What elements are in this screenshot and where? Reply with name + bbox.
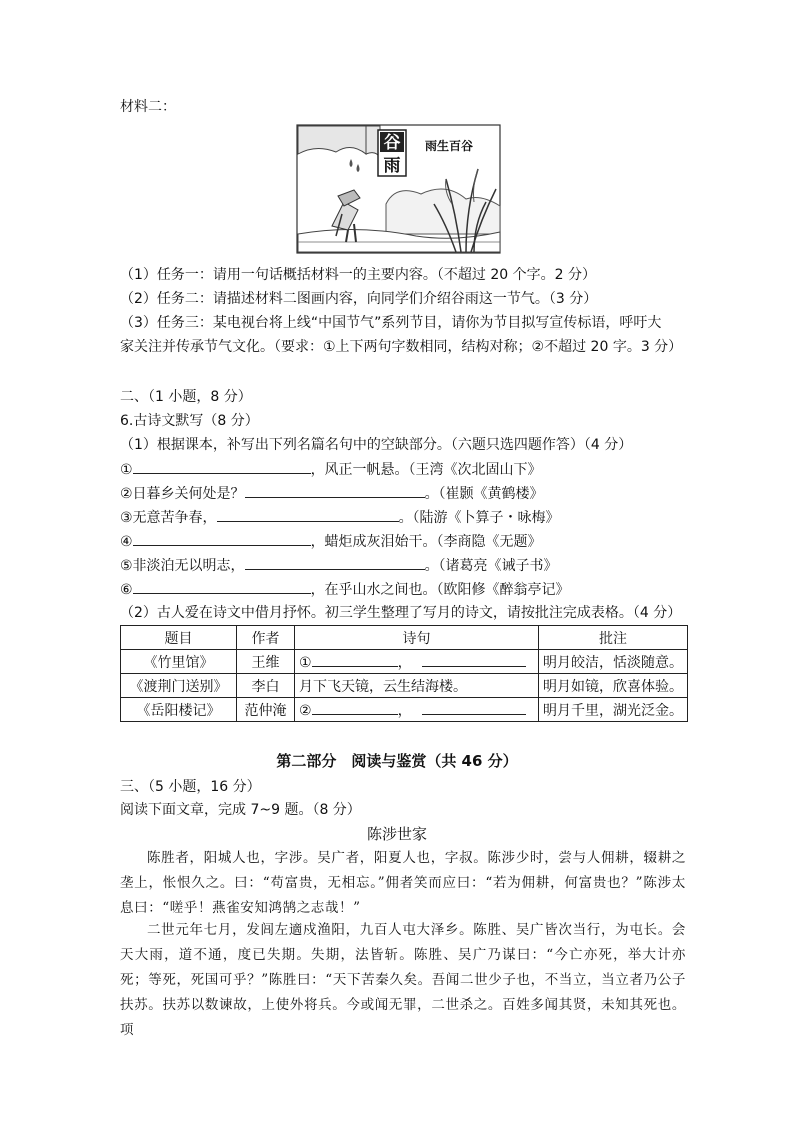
fill-item-3 [120, 506, 560, 529]
cell-note: 明月千里，湖光泛金。 [539, 698, 688, 722]
cell-author: 范仲淹 [236, 698, 294, 722]
task-3-line-1: （3）任务三：某电视台将上线“中国节气”系列节目，请你为节目拟写宣传标语，呼吁大 [120, 315, 662, 331]
illustration-vertical-char-2: 雨 [383, 156, 401, 176]
fill-item-3-blank[interactable] [217, 506, 399, 522]
fill-item-6 [120, 578, 570, 601]
illustration-vertical-char-1: 谷 [383, 133, 401, 153]
moon-poem-table [120, 625, 688, 722]
q6-1-instruction: （1）根据课本，补写出下列名篇名句中的空缺部分。（六题只选四题作答）（4 分） [120, 437, 633, 453]
section2-title: 第二部分 阅读与鉴赏（共 46 分） [276, 752, 518, 770]
table-row [121, 650, 688, 674]
fill-item-6-blank[interactable] [133, 578, 311, 594]
fill-item-3-after: 。（陆游《卜算子・咏梅》 [398, 510, 560, 526]
cell-note: 明月如镜，欣喜体验。 [539, 674, 688, 698]
article-paragraph-2: 二世元年七月，发闾左適戍渔阳，九百人屯大泽乡。陈胜、吴广皆次当行，为屯长。会天大雨，道不通，度已失期。失期，法皆斩。陈胜、吴广乃谋曰：“今亡亦死，举大计亦死；等死，死国可乎？”陈胜曰：“天下苦秦久矣。吾闻二世少子也，不当立，当立者乃公子扶苏。扶苏以数谏故，上使外将兵。今或闻无罪，二世杀之。百姓多闻其贤，未知其死也。项 [120, 922, 686, 1038]
material2-label: 材料二： [120, 99, 176, 115]
illustration-drawing [296, 124, 501, 254]
verse-blank-2[interactable] [422, 699, 526, 715]
article-paragraph-1: 陈胜者，阳城人也，字涉。吴广者，阳夏人也，字叔。陈涉少时，尝与人佣耕，辍耕之垄上，怅恨久之。曰：“苟富贵，无相忘。”佣者笑而应曰：“若为佣耕，何富贵也？”陈涉太息曰：“嗟乎！燕雀安知鸿鹄之志哉！” [120, 850, 686, 916]
table-row [121, 674, 688, 698]
verse-blank-1[interactable] [312, 699, 398, 715]
verse-prefix: ① [299, 655, 312, 671]
cell-author: 李白 [236, 674, 294, 698]
cell-note: 明月皎洁，恬淡随意。 [539, 650, 688, 674]
illustration-caption: 雨生百谷 [424, 139, 474, 153]
verse-mid: ， [397, 655, 412, 671]
header-author: 作者 [236, 626, 294, 650]
task-2: （2）任务二：请描述材料二图画内容，向同学们介绍谷雨这一节气。（3 分） [120, 291, 598, 307]
fill-item-4-prefix: ④ [120, 534, 133, 550]
task-1: （1）任务一：请用一句话概括材料一的主要内容。（不超过 20 个字。2 分） [120, 267, 596, 283]
fill-item-4-after: ，蜡炬成灰泪始干。（李商隐《无题》 [310, 534, 542, 550]
cell-title: 《渡荆门送别》 [121, 674, 237, 698]
fill-item-5-blank[interactable] [245, 554, 425, 570]
header-note: 批注 [539, 626, 688, 650]
fill-item-4 [120, 530, 542, 553]
table-header-row [121, 626, 688, 650]
fill-item-5-after: 。（诸葛亮《诫子书》 [424, 558, 558, 574]
reading-instruction: 阅读下面文章，完成 7~9 题。（8 分） [120, 802, 361, 818]
fill-item-1-prefix: ① [120, 462, 133, 478]
fill-item-2-prefix: ②日暮乡关何处是？ [120, 486, 245, 502]
fill-item-5-prefix: ⑤非淡泊无以明志， [120, 558, 245, 574]
cell-verse: 月下飞天镜，云生结海楼。 [295, 674, 539, 698]
fill-item-1-blank[interactable] [133, 458, 311, 474]
verse-blank-1[interactable] [312, 651, 398, 667]
task-3-line-2: 家关注并传承节气文化。（要求：①上下两句字数相同，结构对称；②不超过 20 字。3 分） [120, 339, 683, 355]
article-title: 陈涉世家 [366, 825, 427, 843]
fill-item-4-blank[interactable] [133, 530, 311, 546]
q6-2-instruction: （2）古人爱在诗文中借月抒怀。初三学生整理了写月的诗文，请按批注完成表格。（4 分） [120, 605, 682, 621]
fill-item-5 [120, 554, 558, 577]
cell-verse [295, 698, 539, 722]
verse-mid: ， [397, 703, 412, 719]
verse-blank-2[interactable] [422, 651, 526, 667]
cell-verse [295, 650, 539, 674]
guyu-illustration [296, 124, 501, 254]
verse-prefix: ② [299, 703, 312, 719]
table-row [121, 698, 688, 722]
cell-author: 王维 [236, 650, 294, 674]
fill-item-1 [120, 458, 542, 481]
q6-title: 6.古诗文默写（8 分） [120, 413, 259, 429]
fill-item-1-after: ，风正一帆悬。（王湾《次北固山下》 [310, 462, 542, 478]
cell-title: 《岳阳楼记》 [121, 698, 237, 722]
fill-item-2-after: 。（崔颢《黄鹤楼》 [424, 486, 544, 502]
header-title: 题目 [121, 626, 237, 650]
cell-title: 《竹里馆》 [121, 650, 237, 674]
part3-header: 三、（5 小题，16 分） [120, 779, 261, 795]
fill-item-6-after: ，在乎山水之间也。（欧阳修《醉翁亭记》 [310, 582, 570, 598]
part2-header: 二、（1 小题，8 分） [120, 389, 252, 405]
fill-item-2-blank[interactable] [245, 482, 425, 498]
fill-item-2 [120, 482, 544, 505]
fill-item-3-prefix: ③无意苦争春， [120, 510, 217, 526]
header-verse: 诗句 [295, 626, 539, 650]
fill-item-6-prefix: ⑥ [120, 582, 133, 598]
